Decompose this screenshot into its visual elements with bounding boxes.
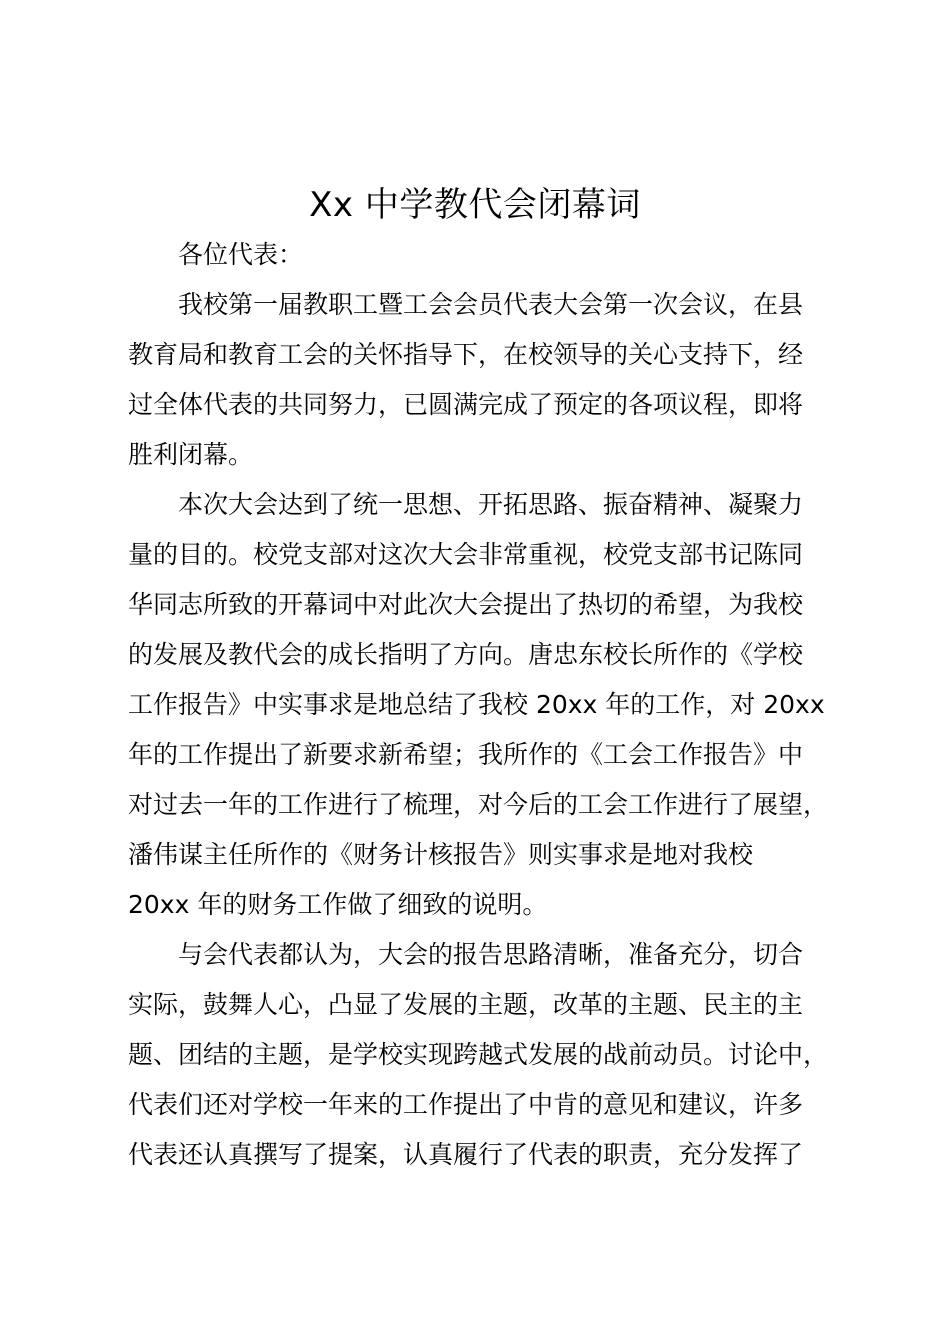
document-title: Xx 中学教代会闭幕词 (309, 185, 641, 225)
paragraph-line: 题、团结的主题，是学校实现跨越式发展的战前动员。讨论中， (128, 1040, 829, 1069)
paragraph-line: 的发展及教代会的成长指明了方向。唐忠东校长所作的《学校 (128, 640, 804, 669)
paragraph-line: 年的工作提出了新要求新希望；我所作的《工会工作报告》中 (128, 740, 804, 769)
paragraph-line: 对过去一年的工作进行了梳理，对今后的工会工作进行了展望， (128, 790, 829, 819)
paragraph-1 (128, 280, 848, 480)
paragraph-line: 胜利闭幕。 (128, 440, 254, 469)
paragraph-line: 我校第一届教职工暨工会会员代表大会第一次会议，在县 (178, 290, 804, 319)
paragraph-line: 与会代表都认为，大会的报告思路清晰，准备充分，切合 (178, 940, 804, 969)
salutation: 各位代表： (178, 240, 304, 269)
paragraph-line: 华同志所致的开幕词中对此次大会提出了热切的希望，为我校 (128, 590, 804, 619)
paragraph-line: 代表还认真撰写了提案，认真履行了代表的职责，充分发挥了 (128, 1140, 804, 1169)
paragraph-line: 20xx 年的财务工作做了细致的说明。 (128, 890, 548, 919)
paragraph-line: 本次大会达到了统一思想、开拓思路、振奋精神、凝聚力 (178, 490, 804, 519)
paragraph-line: 教育局和教育工会的关怀指导下，在校领导的关心支持下，经 (128, 340, 804, 369)
paragraph-line: 量的目的。校党支部对这次大会非常重视，校党支部书记陈同 (128, 540, 804, 569)
paragraph-line: 实际，鼓舞人心，凸显了发展的主题，改革的主题、民主的主 (128, 990, 804, 1019)
paragraph-line: 过全体代表的共同努力，已圆满完成了预定的各项议程，即将 (128, 390, 804, 419)
document-body (128, 230, 848, 1180)
paragraph-line: 潘伟谋主任所作的《财务计核报告》则实事求是地对我校 (128, 840, 754, 869)
paragraph-3 (128, 930, 848, 1180)
paragraph-line: 代表们还对学校一年来的工作提出了中肯的意见和建议，许多 (128, 1090, 804, 1119)
paragraph-line: 工作报告》中实事求是地总结了我校 20xx 年的工作，对 20xx (128, 690, 825, 719)
paragraph-2 (128, 480, 848, 930)
